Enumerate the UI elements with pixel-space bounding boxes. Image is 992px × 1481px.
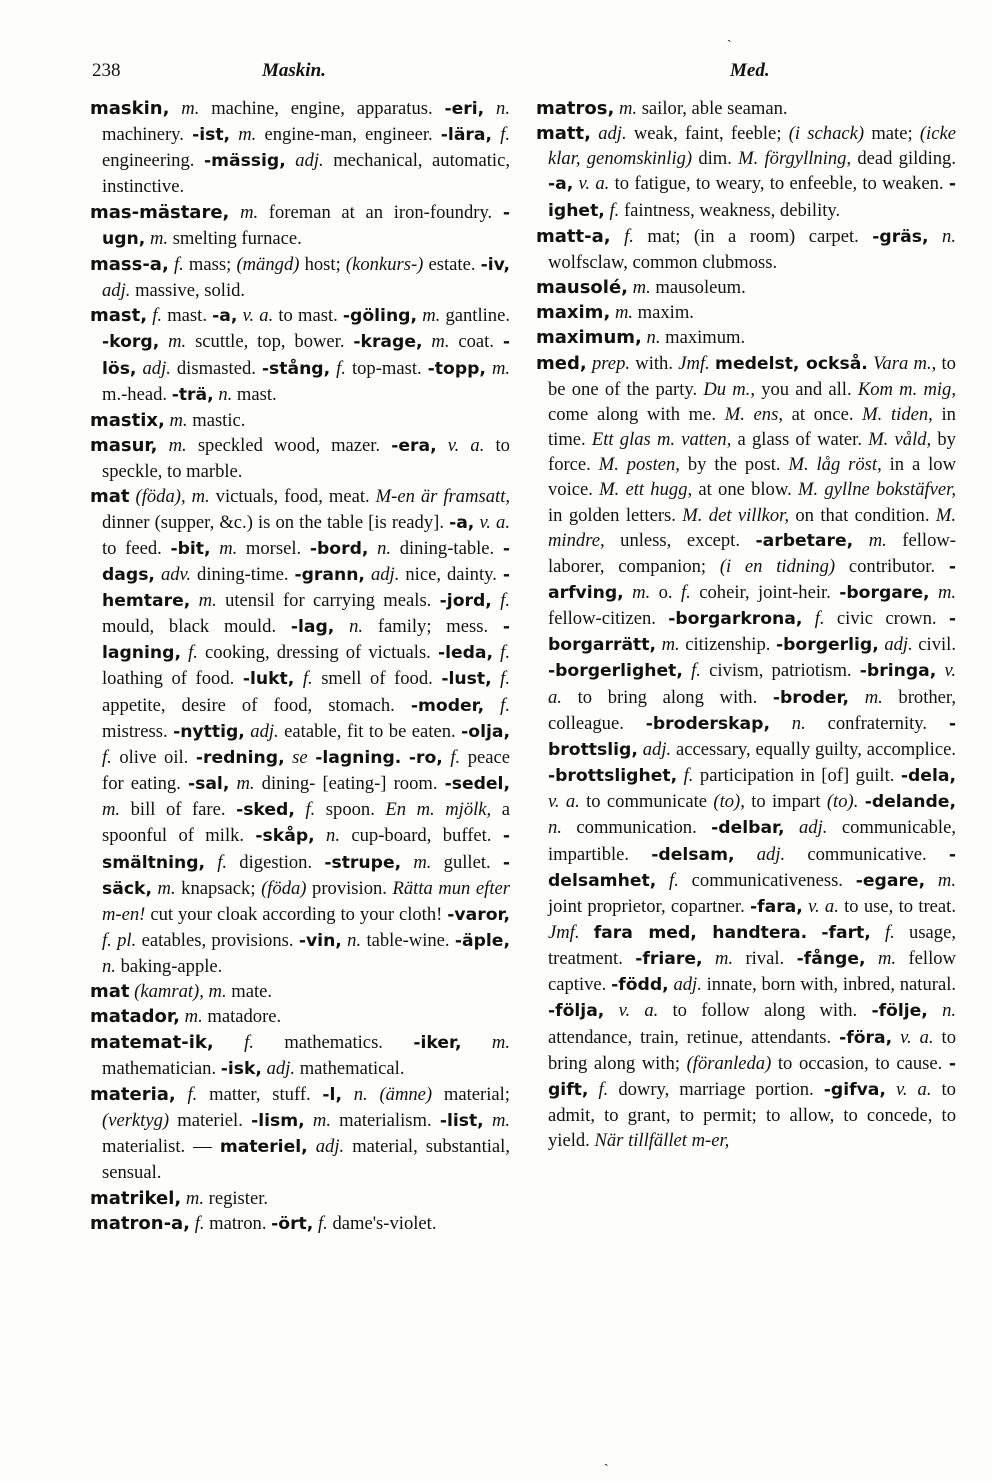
right-column	[536, 96, 956, 1153]
dictionary-entry: mastix, m. mastic.	[90, 409, 246, 431]
left-running-head: Maskin.	[262, 60, 326, 81]
dictionary-entry: matros, m. sailor, able seaman.	[536, 98, 788, 119]
dictionary-entry: matron-a, f. matron. -ört, f. dame's-violet.	[90, 1212, 437, 1234]
dictionary-entry: matador, m. matadore.	[90, 1006, 282, 1028]
dictionary-entry: mat (föda), m. victuals, food, meat. M-en är framsatt, dinner (supper, &c.) is on the table [is ready]. -a, v. a. to feed. -bit, m. morsel. -bord, n. dining-table. -dags, adv. dining-time. -grann, adj. nice, dainty. -hemtare, m. utensil for carrying meals. -jord, f. mould, black mould. -lag, n. family; mess. -lagning, f. cooking, dressing of victuals. -leda, f. loathing of food. -lukt, f. smell of food. -lust, f. appetite, desire of food, stomach. -moder, f. mistress. -nyttig, adj. eatable, fit to be eaten. -olja, f. olive oil. -redning, se -lagning. -ro, f. peace for eating. -sal, m. dining- [eating-] room. -sedel, m. bill of fare. -sked, f. spoon. En m. mjölk, a spoonful of milk. -skåp, n. cup-board, buffet. -smältning, f. digestion. -strupe, m. gullet. -säck, m. knapsack; (föda) provision. Rätta mun efter m-en! cut your cloak according to your cloth! -varor, f. pl. eatables, provisions. -vin, n. table-wine. -äple, n. baking-apple.	[90, 486, 511, 978]
right-running-head: Med.	[730, 60, 770, 81]
dictionary-entry: materia, f. matter, stuff. -l, n. (ämne) material; (verktyg) materiel. -lism, m. materialism. -list, m. materialist. — materiel, adj. material, substantial, sensual.	[90, 1083, 511, 1184]
ink-mark-bottom: ˏ	[604, 1452, 609, 1467]
dictionary-entry: mat (kamrat), m. mate.	[90, 981, 273, 1003]
dictionary-entry: med, prep. with. Jmf. medelst, också. Vara m., to be one of the party. Du m., you and all. Kom m. mig, come along with me. M. ens, at once. M. tiden, in time. Ett glas m. vatten, a glass of water. M. våld, by force. M. posten, by the post. M. låg röst, in a low voice. M. ett hugg, at one blow. M. gyllne bokstäfver, in golden letters. M. det villkor, on that condition. M. mindre, unless, except. -arbetare, m. fellow-laborer, companion; (i en tidning) contributor. -arfving, m. o. f. coheir, joint-heir. -borgare, m. fellow-citizen. -borgarkrona, f. civic crown. -borgarrätt, m. citizenship. -borgerlig, adj. civil. -borgerlighet, f. civism, patriotism. -bringa, v. a. to bring along with. -broder, m. brother, colleague. -broderskap, n. confraternity. -brottslig, adj. accessary, equally guilty, accomplice. -brottslighet, f. participation in [of] guilt. -dela, v. a. to communicate (to), to impart (to). -delande, n. communication. -delbar, adj. communicable, impartible. -delsam, adj. communicative. -delsamhet, f. communicativeness. -egare, m. joint proprietor, copartner. -fara, v. a. to use, to treat. Jmf. fara med, handtera. -fart, f. usage, treatment. -friare, m. rival. -fånge, m. fellow captive. -född, adj. innate, born with, inbred, natural. -följa, v. a. to follow along with. -följe, n. attendance, train, retinue, attendants. -föra, v. a. to bring along with; (föranleda) to occasion, to cause. -gift, f. dowry, marriage portion. -gifva, v. a. to admit, to grant, to permit; to allow, to concede, to yield. När tillfället m-er,	[536, 352, 957, 1152]
page-number: 238	[92, 60, 121, 81]
dictionary-entry: matt-a, f. mat; (in a room) carpet. -gräs, n. wolfsclaw, common clubmoss.	[536, 225, 956, 273]
dictionary-entry: mast, f. mast. -a, v. a. to mast. -göling, m. gantline. -korg, m. scuttle, top, bower. -krage, m. coat. -lös, adj. dismasted. -stång, f. top-mast. -topp, m. m.-head. -trä, n. mast.	[90, 305, 511, 405]
dictionary-entry: mas-mästare, m. foreman at an iron-foundry. -ugn, m. smelting furnace.	[90, 201, 510, 249]
dictionary-entry: matrikel, m. register.	[90, 1187, 269, 1209]
dictionary-entry: mausolé, m. mausoleum.	[536, 277, 746, 299]
dictionary-entry: matt, adj. weak, faint, feeble; (i schack) mate; (icke klar, genomskinlig) dim. M. förgyllning, dead gilding. -a, v. a. to fatigue, to weary, to enfeeble, to weaken. -ighet, f. faintness, weakness, debility.	[536, 123, 956, 221]
ink-mark-top: ˏ	[727, 28, 732, 43]
dictionary-entry: masur, m. speckled wood, mazer. -era, v. a. to speckle, to marble.	[90, 435, 510, 483]
dictionary-entry: maxim, m. maxim.	[536, 302, 694, 324]
dictionary-entry: maximum, n. maximum.	[536, 327, 746, 349]
left-column	[90, 96, 510, 1237]
dictionary-entry: maskin, m. machine, engine, apparatus. -eri, n. machinery. -ist, m. engine-man, engineer. -lära, f. engineering. -mässig, adj. mechanical, automatic, instinctive.	[90, 98, 511, 198]
dictionary-entry: mass-a, f. mass; (mängd) host; (konkurs-) estate. -iv, adj. massive, solid.	[90, 253, 510, 302]
dictionary-entry: matemat-ik, f. mathematics. -iker, m. mathematician. -isk, adj. mathematical.	[90, 1031, 510, 1079]
